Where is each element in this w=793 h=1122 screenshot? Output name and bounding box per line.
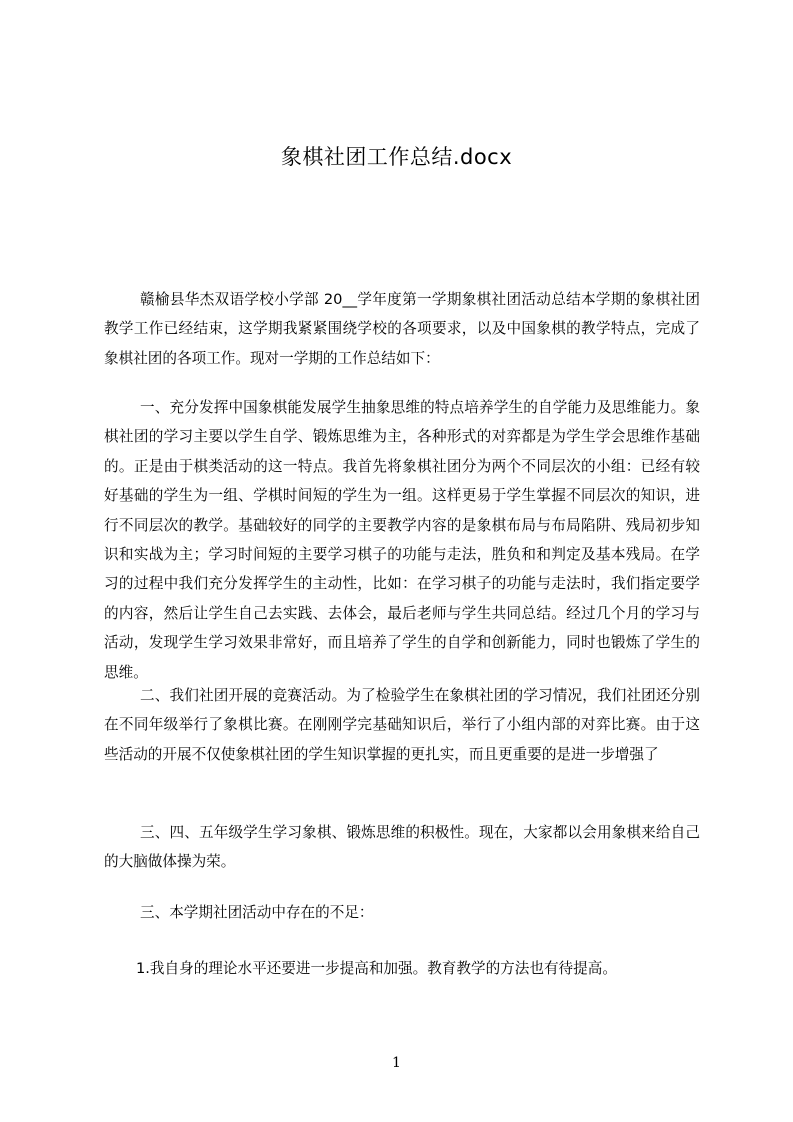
paragraph-shortcomings-heading: 三、本学期社团活动中存在的不足： bbox=[140, 904, 374, 921]
page-number: 1 bbox=[392, 1055, 401, 1071]
paragraph-grades: 三、四、五年级学生学习象棋、锻炼思维的积极性。现在，大家都以会用象棋来给自己的大脑做体操为荣。 bbox=[104, 824, 700, 871]
paragraph-section-one: 一、充分发挥中国象棋能发展学生抽象思维的特点培养学生的自学能力及思维能力。象棋社团的学习主要以学生自学、锻炼思维为主，各种形式的对弈都是为学生学会思维作基础的。正是由于棋类活动的这一特点。我首先将象棋社团分为两个不同层次的小组：已经有较好基础的学生为一组、学棋时间短的学生为一组。这样更易于学生掌握不同层次的知识，进行不同层次的教学。基础较好的同学的主要教学内容的是象棋布局与布局陷阱、残局初步知识和实战为主；学习时间短的主要学习棋子的功能与走法，胜负和和判定及基本残局。在学习的过程中我们充分发挥学生的主动性，比如：在学习棋子的功能与走法时，我们指定要学的内容，然后让学生自己去实践、去体会，最后老师与学生共同总结。经过几个月的学习与活动，发现学生学习效果非常好，而且培养了学生的自学和创新能力，同时也锻炼了学生的思维。 bbox=[104, 399, 700, 681]
paragraph-section-two: 二、我们社团开展的竞赛活动。为了检验学生在象棋社团的学习情况，我们社团还分别在不同年级举行了象棋比赛。在刚刚学完基础知识后，举行了小组内部的对弈比赛。由于这些活动的开展不仅使象棋社团的学生知识掌握的更扎实，而且更重要的是进一步增强了 bbox=[104, 687, 700, 763]
paragraph-intro: 赣榆县华杰双语学校小学部 20__学年度第一学期象棋社团活动总结本学期的象棋社团教学工作已经结束，这学期我紧紧围绕学校的各项要求，以及中国象棋的教学特点，完成了象棋社团的各项工作。现对一学期的工作总结如下： bbox=[104, 291, 700, 367]
document-title: 象棋社团工作总结.docx bbox=[280, 145, 513, 169]
paragraph-shortcoming-one: 1.我自身的理论水平还要进一步提高和加强。教育教学的方法也有待提高。 bbox=[136, 960, 617, 977]
